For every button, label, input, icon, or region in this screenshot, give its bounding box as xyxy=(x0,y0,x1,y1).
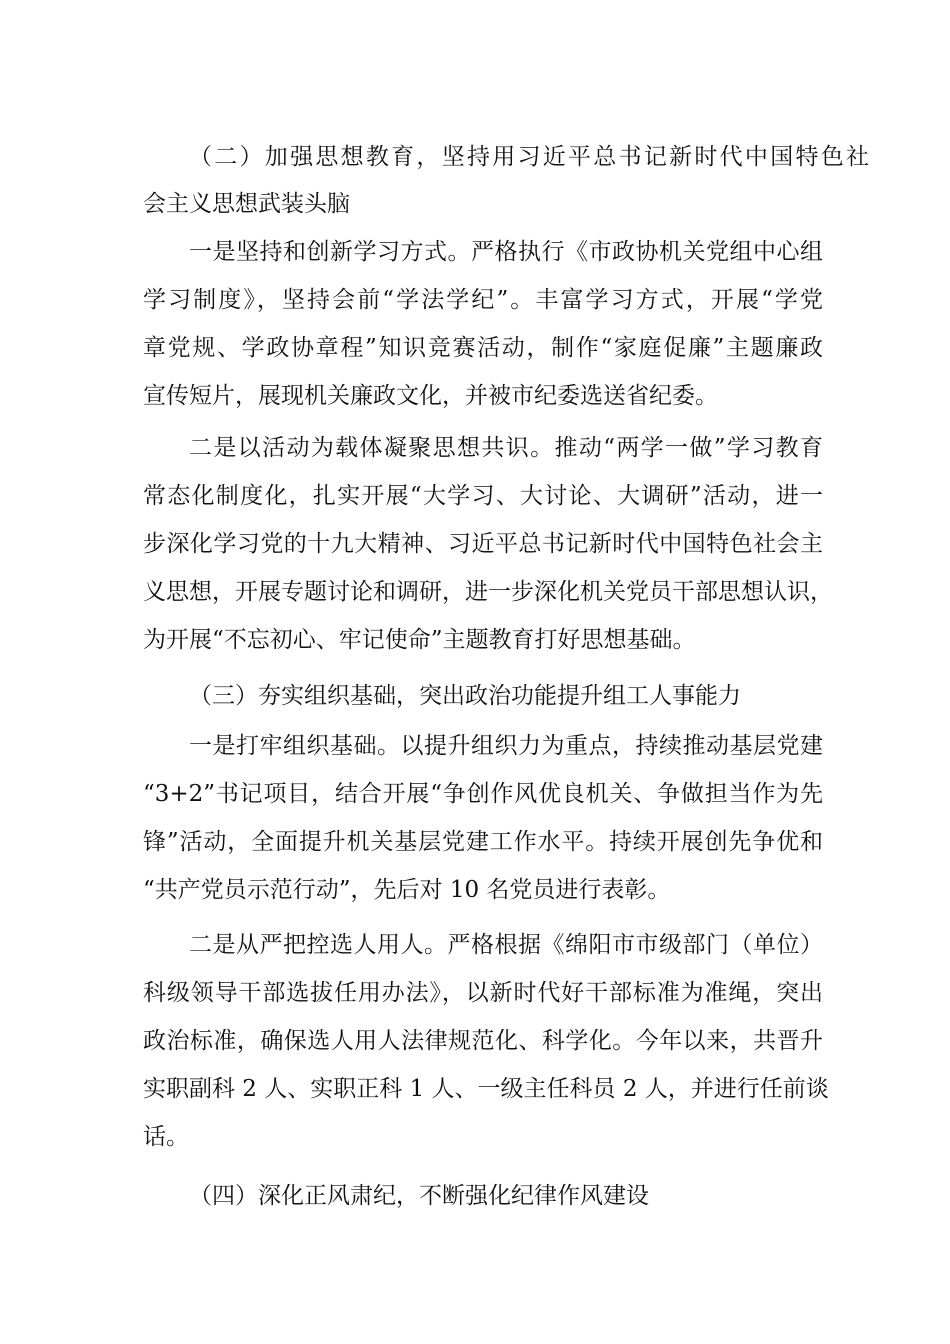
paragraph-line: 步深化学习党的十九大精神、习近平总书记新时代中国特色社会主 xyxy=(143,531,823,557)
section-heading-3: （三）夯实组织基础，突出政治功能提升组工人事能力 xyxy=(189,683,741,709)
paragraph-line: 二是以活动为载体凝聚思想共识。推动“两学一做”学习教育 xyxy=(189,435,823,461)
paragraph-line: “3+2”书记项目，结合开展“争创作风优良机关、争做担当作为先 xyxy=(143,781,823,807)
section-heading-4: （四）深化正风肃纪，不断强化纪律作风建设 xyxy=(189,1183,649,1209)
paragraph-line: 政治标准，确保选人用人法律规范化、科学化。今年以来，共晋升 xyxy=(143,1028,823,1054)
section-heading-2-continued: 会主义思想武装头脑 xyxy=(143,191,350,217)
paragraph-line: 二是从严把控选人用人。严格根据《绵阳市市级部门（单位） xyxy=(189,932,823,958)
paragraph-line: 实职副科 2 人、实职正科 1 人、一级主任科员 2 人，并进行任前谈 xyxy=(143,1076,829,1102)
paragraph-line: 一是打牢组织基础。以提升组织力为重点，持续推动基层党建 xyxy=(189,733,823,759)
paragraph-line: 科级领导干部选拔任用办法》，以新时代好干部标准为准绳，突出 xyxy=(143,980,823,1006)
paragraph-line: 学习制度》，坚持会前“学法学纪”。丰富学习方式，开展“学党 xyxy=(143,287,823,313)
paragraph-line: 常态化制度化，扎实开展“大学习、大讨论、大调研”活动，进一 xyxy=(143,483,823,509)
paragraph-line: 章党规、学政协章程”知识竞赛活动，制作“家庭促廉”主题廉政 xyxy=(143,335,823,361)
paragraph-line: 宣传短片，展现机关廉政文化，并被市纪委选送省纪委。 xyxy=(143,383,718,409)
section-heading-2: （二）加强思想教育，坚持用习近平总书记新时代中国特色社 xyxy=(189,144,869,170)
paragraph-line: 为开展“不忘初心、牢记使命”主题教育打好思想基础。 xyxy=(143,627,696,653)
paragraph-line: 话。 xyxy=(143,1124,189,1150)
paragraph-line: 义思想，开展专题讨论和调研，进一步深化机关党员干部思想认识， xyxy=(143,579,833,605)
paragraph-line: “共产党员示范行动”，先后对 10 名党员进行表彰。 xyxy=(143,877,671,903)
paragraph-line: 锋”活动，全面提升机关基层党建工作水平。持续开展创先争优和 xyxy=(143,829,823,855)
paragraph-line: 一是坚持和创新学习方式。严格执行《市政协机关党组中心组 xyxy=(189,239,823,265)
